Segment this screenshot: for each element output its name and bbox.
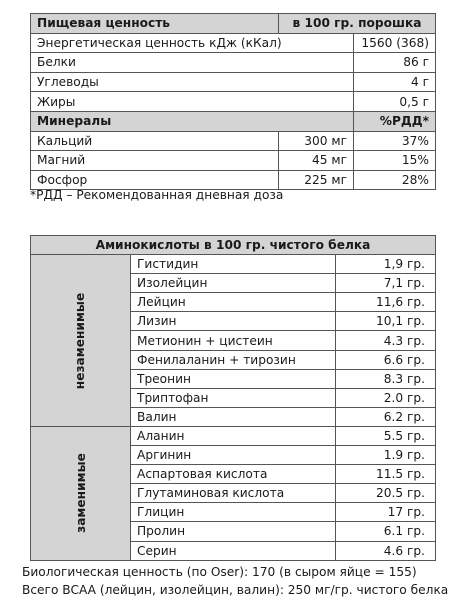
amino-name: Аргинин: [131, 446, 336, 465]
amino-name: Гистидин: [131, 255, 336, 274]
amino-value: 6.6 гр.: [336, 350, 436, 369]
amino-value: 7,1 гр.: [336, 274, 436, 293]
nutrition-row-fat: [31, 92, 436, 112]
amino-name: Фенилаланин + тирозин: [131, 350, 336, 369]
amino-value: 5.5 гр.: [336, 426, 436, 445]
mineral-pct: 37%: [354, 131, 436, 151]
nutrition-row-value: 4 г: [354, 72, 436, 92]
nutrition-row-energy: [31, 33, 436, 53]
nutrition-table: [30, 13, 436, 190]
biological-value-note: Биологическая ценность (по Oser): 170 (в сыром яйце = 155): [22, 565, 417, 579]
amino-value: 1,9 гр.: [336, 255, 436, 274]
mineral-row-calcium: [31, 131, 436, 151]
nutrition-row-label: Жиры: [31, 92, 354, 112]
nutrition-header-row: [31, 14, 436, 34]
nutrition-row-label: Белки: [31, 53, 354, 73]
amino-row: [31, 255, 436, 274]
amino-name: Глицин: [131, 503, 336, 522]
mineral-label: Магний: [31, 151, 279, 171]
nutrition-row-value: 0,5 г: [354, 92, 436, 112]
amino-name: Валин: [131, 407, 336, 426]
nutrition-header-value: в 100 гр. порошка: [279, 14, 436, 34]
rdd-footnote: *РДД – Рекомендованная дневная доза: [30, 188, 284, 202]
amino-name: Лизин: [131, 312, 336, 331]
amino-name: Триптофан: [131, 388, 336, 407]
amino-title: Аминокислоты в 100 гр. чистого белка: [31, 236, 436, 255]
amino-value: 8.3 гр.: [336, 369, 436, 388]
amino-value: 20.5 гр.: [336, 484, 436, 503]
amino-name: Серин: [131, 541, 336, 560]
mineral-amount: 300 мг: [279, 131, 354, 151]
amino-header-row: [31, 236, 436, 255]
amino-value: 4.6 гр.: [336, 541, 436, 560]
amino-name: Метионин + цистеин: [131, 331, 336, 350]
amino-value: 6.1 гр.: [336, 522, 436, 541]
minerals-header-row: [31, 111, 436, 131]
amino-value: 6.2 гр.: [336, 407, 436, 426]
amino-name: Глутаминовая кислота: [131, 484, 336, 503]
mineral-amount: 45 мг: [279, 151, 354, 171]
nutrition-row-label: Углеводы: [31, 72, 354, 92]
mineral-row-magnesium: [31, 151, 436, 171]
amino-name: Изолейцин: [131, 274, 336, 293]
nonessential-group-label-cell: [31, 426, 131, 560]
nutrition-row-label: Энергетическая ценность кДж (кКал): [31, 33, 354, 53]
amino-value: 2.0 гр.: [336, 388, 436, 407]
amino-name: Лейцин: [131, 293, 336, 312]
bcaa-note: Всего BCAA (лейцин, изолейцин, валин): 250 мг/гр. чистого белка: [22, 583, 449, 597]
minerals-header: Минералы: [31, 111, 354, 131]
nutrition-row-value: 1560 (368): [354, 33, 436, 53]
essential-group-label: незаменимые: [73, 292, 88, 389]
nutrition-row-protein: [31, 53, 436, 73]
amino-value: 10,1 гр.: [336, 312, 436, 331]
mineral-label: Фосфор: [31, 170, 279, 190]
amino-name: Аланин: [131, 426, 336, 445]
mineral-pct: 15%: [354, 151, 436, 171]
bottom-notes: [22, 563, 448, 599]
amino-value: 4.3 гр.: [336, 331, 436, 350]
amino-value: 11,6 гр.: [336, 293, 436, 312]
amino-acids-table: [30, 235, 436, 561]
nutrition-row-value: 86 г: [354, 53, 436, 73]
mineral-pct: 28%: [354, 170, 436, 190]
mineral-label: Кальций: [31, 131, 279, 151]
amino-name: Треонин: [131, 369, 336, 388]
amino-value: 11.5 гр.: [336, 465, 436, 484]
amino-name: Аспартовая кислота: [131, 465, 336, 484]
amino-row: [31, 426, 436, 445]
mineral-amount: 225 мг: [279, 170, 354, 190]
nonessential-group-label: заменимые: [73, 453, 88, 534]
essential-group-label-cell: [31, 255, 131, 427]
amino-value: 1.9 гр.: [336, 446, 436, 465]
amino-name: Пролин: [131, 522, 336, 541]
nutrition-header-label: Пищевая ценность: [31, 14, 279, 34]
nutrition-row-carbs: [31, 72, 436, 92]
minerals-pct-header: %РДД*: [354, 111, 436, 131]
amino-value: 17 гр.: [336, 503, 436, 522]
mineral-row-phosphorus: [31, 170, 436, 190]
